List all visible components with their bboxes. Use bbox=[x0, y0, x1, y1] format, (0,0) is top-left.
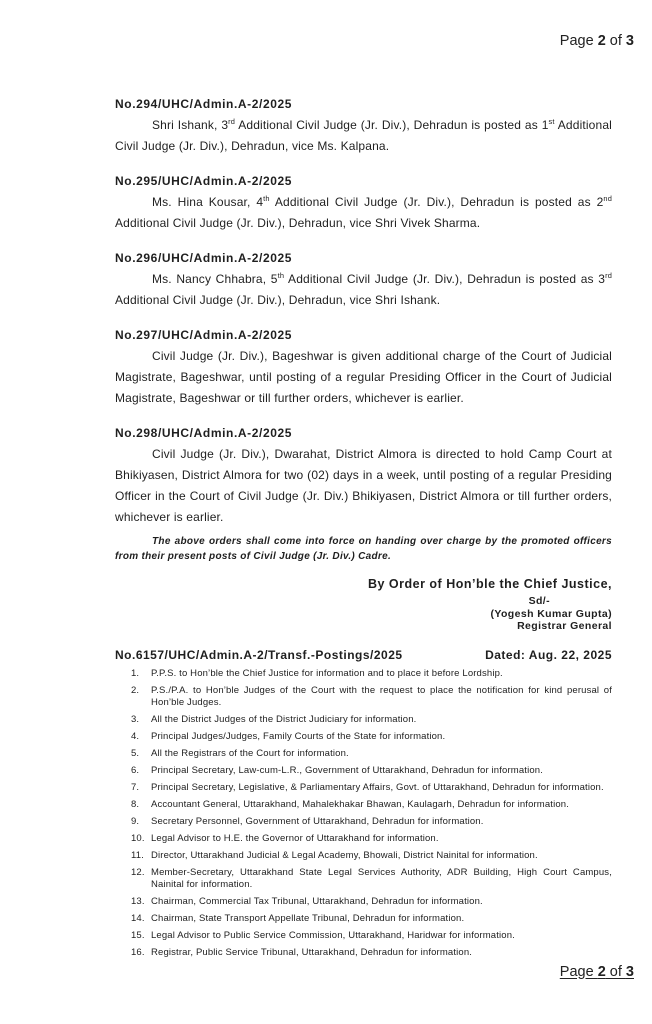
reference-date: Dated: Aug. 22, 2025 bbox=[485, 647, 612, 662]
signatory-designation: Registrar General bbox=[517, 620, 612, 632]
effective-date-note: The above orders shall come into force on handing over charge by the promoted officers from their present posts of Civil Judge (Jr. Div.) Cadre. bbox=[115, 536, 612, 562]
list-item-number: 14. bbox=[131, 912, 145, 924]
list-item-number: 15. bbox=[131, 929, 145, 941]
by-order-line: By Order of Hon’ble the Chief Justice, bbox=[367, 577, 612, 591]
list-item-number: 16. bbox=[131, 946, 145, 958]
list-item-number: 6. bbox=[131, 764, 140, 776]
distribution-list-item bbox=[131, 782, 612, 794]
list-item-text: All the District Judges of the District Judiciary for information. bbox=[151, 713, 417, 725]
list-item-number: 5. bbox=[131, 747, 140, 759]
distribution-list-item bbox=[131, 685, 612, 709]
order-section bbox=[115, 325, 612, 409]
list-item-text: Chairman, State Transport Appellate Tribunal, Dehradun for information. bbox=[151, 912, 465, 924]
list-item-text: Principal Secretary, Law-cum-L.R., Government of Uttarakhand, Dehradun for information. bbox=[151, 764, 543, 776]
list-item-number: 4. bbox=[131, 730, 140, 742]
distribution-list-item bbox=[131, 668, 612, 680]
distribution-list-item bbox=[131, 816, 612, 828]
list-item-text: Secretary Personnel, Government of Uttarakhand, Dehradun for information. bbox=[151, 815, 484, 827]
distribution-list-item bbox=[131, 799, 612, 811]
order-number: No.298/UHC/Admin.A-2/2025 bbox=[115, 426, 293, 440]
order-number: No.295/UHC/Admin.A-2/2025 bbox=[115, 174, 293, 188]
distribution-list-item bbox=[131, 913, 612, 925]
order-body: Ms. Hina Kousar, 4th Additional Civil Judge (Jr. Div.), Dehradun is posted as 2nd Additional Civil Judge (Jr. Div.), Dehradun, vice Shri Vivek Sharma. bbox=[115, 194, 612, 230]
order-number: No.294/UHC/Admin.A-2/2025 bbox=[115, 97, 293, 111]
order-body: Ms. Nancy Chhabra, 5th Additional Civil Judge (Jr. Div.), Dehradun is posted as 3rd Additional Civil Judge (Jr. Div.), Dehradun, vice Shri Ishank. bbox=[115, 271, 612, 307]
distribution-list bbox=[115, 668, 612, 959]
list-item-text: Director, Uttarakhand Judicial & Legal Academy, Bhowali, District Nainital for information. bbox=[151, 849, 538, 861]
order-section bbox=[115, 94, 612, 157]
list-item-text: Registrar, Public Service Tribunal, Uttarakhand, Dehradun for information. bbox=[151, 946, 473, 958]
distribution-list-item bbox=[131, 833, 612, 845]
orders-section bbox=[115, 94, 612, 528]
reference-number: No.6157/UHC/Admin.A-2/Transf.-Postings/2025 bbox=[115, 647, 403, 662]
distribution-list-item bbox=[131, 714, 612, 726]
list-item-number: 12. bbox=[131, 866, 145, 878]
distribution-list-item bbox=[131, 896, 612, 908]
distribution-list-item bbox=[131, 731, 612, 743]
list-item-number: 2. bbox=[131, 684, 140, 696]
order-number: No.296/UHC/Admin.A-2/2025 bbox=[115, 251, 293, 265]
list-item-text: All the Registrars of the Court for information. bbox=[151, 747, 349, 759]
list-item-text: Principal Judges/Judges, Family Courts of the State for information. bbox=[151, 730, 446, 742]
list-item-text: P.S./P.A. to Hon’ble Judges of the Court with the request to place the notification for kind perusal of Hon’ble Judges. bbox=[151, 684, 612, 708]
list-item-number: 9. bbox=[131, 815, 140, 827]
distribution-list-item bbox=[131, 947, 612, 959]
signatory-name: (Yogesh Kumar Gupta) bbox=[490, 607, 612, 620]
distribution-list-item bbox=[131, 748, 612, 760]
reference-line bbox=[115, 645, 612, 666]
list-item-text: Chairman, Commercial Tax Tribunal, Uttarakhand, Dehradun for information. bbox=[151, 895, 483, 907]
list-item-number: 1. bbox=[131, 667, 140, 679]
order-number: No.297/UHC/Admin.A-2/2025 bbox=[115, 328, 293, 342]
list-item-text: P.P.S. to Hon’ble the Chief Justice for information and to place it before Lordship. bbox=[151, 667, 503, 679]
distribution-list-item bbox=[131, 930, 612, 942]
list-item-number: 13. bbox=[131, 895, 145, 907]
list-item-number: 7. bbox=[131, 781, 140, 793]
page-number-footer: Page 2 of 3 bbox=[559, 963, 634, 980]
sd-line: Sd/- bbox=[528, 595, 550, 607]
distribution-list-item bbox=[131, 850, 612, 862]
order-body: Shri Ishank, 3rd Additional Civil Judge (Jr. Div.), Dehradun is posted as 1st Additional Civil Judge (Jr. Div.), Dehradun, vice Ms. Kalpana. bbox=[115, 117, 612, 153]
list-item-number: 11. bbox=[131, 849, 144, 861]
distribution-list-item bbox=[131, 765, 612, 777]
signature-block bbox=[115, 574, 612, 633]
order-section bbox=[115, 171, 612, 234]
list-item-text: Legal Advisor to Public Service Commission, Uttarakhand, Haridwar for information. bbox=[151, 929, 515, 941]
list-item-text: Accountant General, Uttarakhand, Mahalekhakar Bhawan, Kaulagarh, Dehradun for information. bbox=[151, 798, 570, 810]
page-number-header: Page 2 of 3 bbox=[559, 33, 634, 49]
list-item-text: Member-Secretary, Uttarakhand State Legal Services Authority, ADR Building, High Court Campus, Nainital for information. bbox=[151, 866, 612, 890]
list-item-text: Legal Advisor to H.E. the Governor of Uttarakhand for information. bbox=[151, 832, 439, 844]
order-section bbox=[115, 248, 612, 311]
list-item-number: 8. bbox=[131, 798, 140, 810]
list-item-number: 10. bbox=[131, 832, 145, 844]
list-item-number: 3. bbox=[131, 713, 140, 725]
list-item-text: Principal Secretary, Legislative, & Parliamentary Affairs, Govt. of Uttarakhand, Dehradun for information. bbox=[151, 781, 604, 793]
order-body: Civil Judge (Jr. Div.), Dwarahat, District Almora is directed to hold Camp Court at Bhikiyasen, District Almora for two (02) days in a week, until posting of a regular Presiding Officer in the Court of Civil Judge (Jr. Div.) Bhikiyasen, District Almora or till further orders, whichever is earlier. bbox=[115, 447, 612, 524]
order-section bbox=[115, 423, 612, 528]
order-body: Civil Judge (Jr. Div.), Bageshwar is given additional charge of the Court of Judicial Magistrate, Bageshwar, until posting of a regular Presiding Officer in the Court of Judicial Magistrate, Bageshwar or till further orders, whichever is earlier. bbox=[115, 349, 612, 405]
distribution-list-item bbox=[131, 867, 612, 891]
